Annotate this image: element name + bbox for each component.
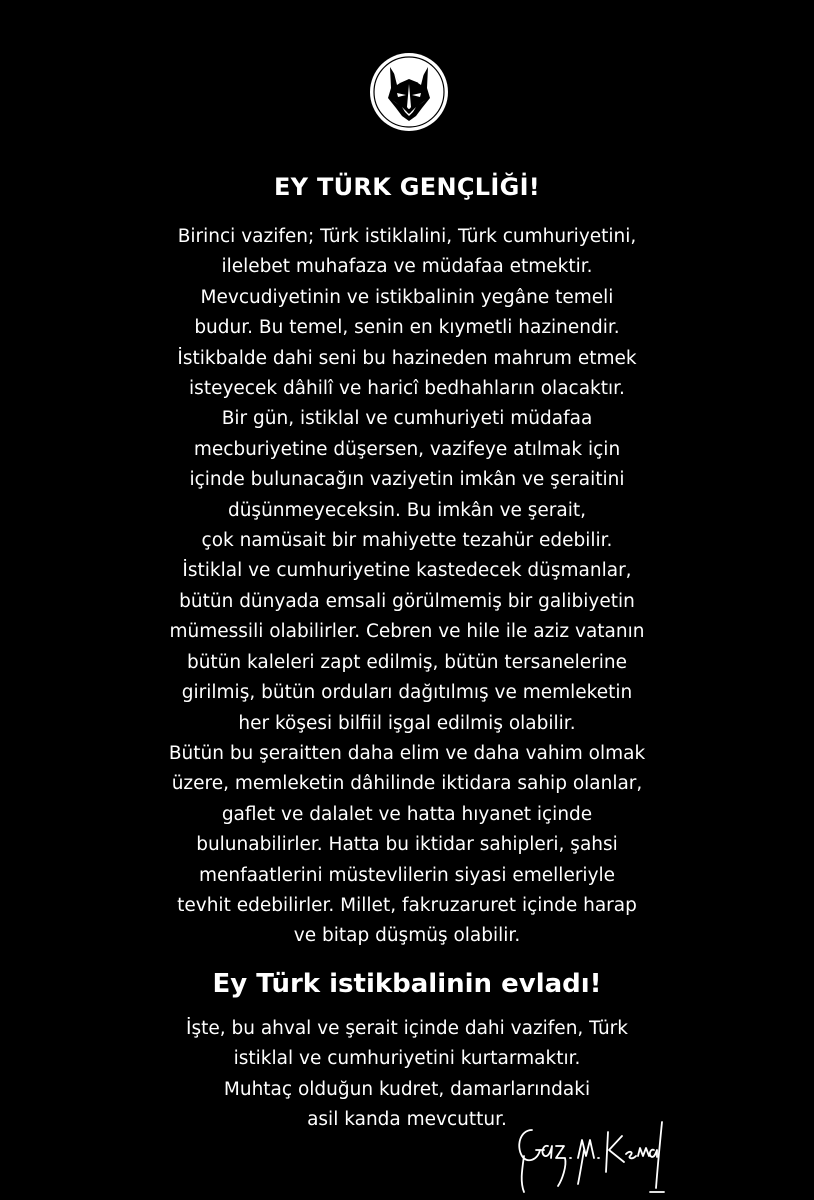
text-line: İstiklal ve cumhuriyetine kastedecek düşmanlar, — [182, 560, 632, 582]
text-line: bütün dünyada emsali görülmemiş bir galibiyetin — [179, 590, 635, 612]
text-line: Birinci vazifen; Türk istiklalini, Türk cumhuriyetini, — [177, 226, 637, 247]
text-line: gaflet ve dalalet ve hatta hıyanet içinde — [221, 803, 593, 825]
wolf-head-icon — [369, 52, 449, 132]
text-line: isteyecek dâhilî ve haricî bedhahların olacaktır. — [189, 378, 625, 400]
text-line: çok namüsait bir mahiyette tezahür edebilir. — [201, 530, 613, 552]
text-line: istiklal ve cumhuriyetini kurtarmaktır. — [233, 1048, 581, 1070]
handwritten-signature-icon — [512, 1112, 672, 1198]
text-line: Bütün bu şeraitten daha elim ve daha vahim olmak — [168, 742, 646, 764]
text-line: her köşesi bilfiil işgal edilmiş olabilir. — [238, 712, 576, 734]
text-line: Muhtaç olduğun kudret, damarlarındaki — [223, 1078, 591, 1100]
text-line: asil kanda mevcuttur. — [307, 1109, 507, 1131]
text-line: Mevcudiyetinin ve istikbalinin yegâne temeli — [200, 286, 614, 308]
text-line: mümessili olabilirler. Cebren ve hile ile aziz vatanın — [169, 621, 645, 643]
text-line: ve bitap düşmüş olabilir. — [293, 925, 521, 947]
text-line: menfaatlerini müstevlilerin siyasi emelleriyle — [198, 864, 616, 886]
text-line: bulunabilirler. Hatta bu iktidar sahipleri, şahsi — [196, 834, 618, 856]
text-line: budur. Bu temel, senin en kıymetli hazinendir. — [194, 317, 620, 339]
text-line: üzere, memleketin dâhilinde iktidara sahip olanlar, — [171, 773, 643, 795]
text-line: ilelebet muhafaza ve müdafaa etmektir. — [221, 256, 593, 278]
subtitle: Ey Türk istikbalinin evladı! — [212, 969, 602, 999]
text-line: düşünmeyeceksin. Bu imkân ve şerait, — [227, 499, 587, 521]
text-line: mecburiyetine düşersen, vazifeye atılmak için — [193, 438, 621, 460]
text-line: Bir gün, istiklal ve cumhuriyeti müdafaa — [221, 408, 593, 430]
text-line: tevhit edebilirler. Millet, fakruzaruret içinde harap — [177, 894, 637, 916]
text-line: İşte, bu ahval ve şerait içinde dahi vazifen, Türk — [186, 1018, 628, 1039]
text-line: bütün kaleleri zapt edilmiş, bütün tersanelerine — [186, 651, 628, 673]
text-line: içinde bulunacağın vaziyetin imkân ve şeraitini — [189, 469, 625, 491]
page-title: EY TÜRK GENÇLİĞİ! — [273, 173, 541, 201]
text-line: İstikbalde dahi seni bu hazineden mahrum etmek — [177, 347, 637, 369]
body-paragraph-2 — [0, 1014, 814, 1136]
text-line: girilmiş, bütün orduları dağıtılmış ve memleketin — [181, 682, 633, 704]
body-paragraph-1 — [0, 222, 814, 952]
